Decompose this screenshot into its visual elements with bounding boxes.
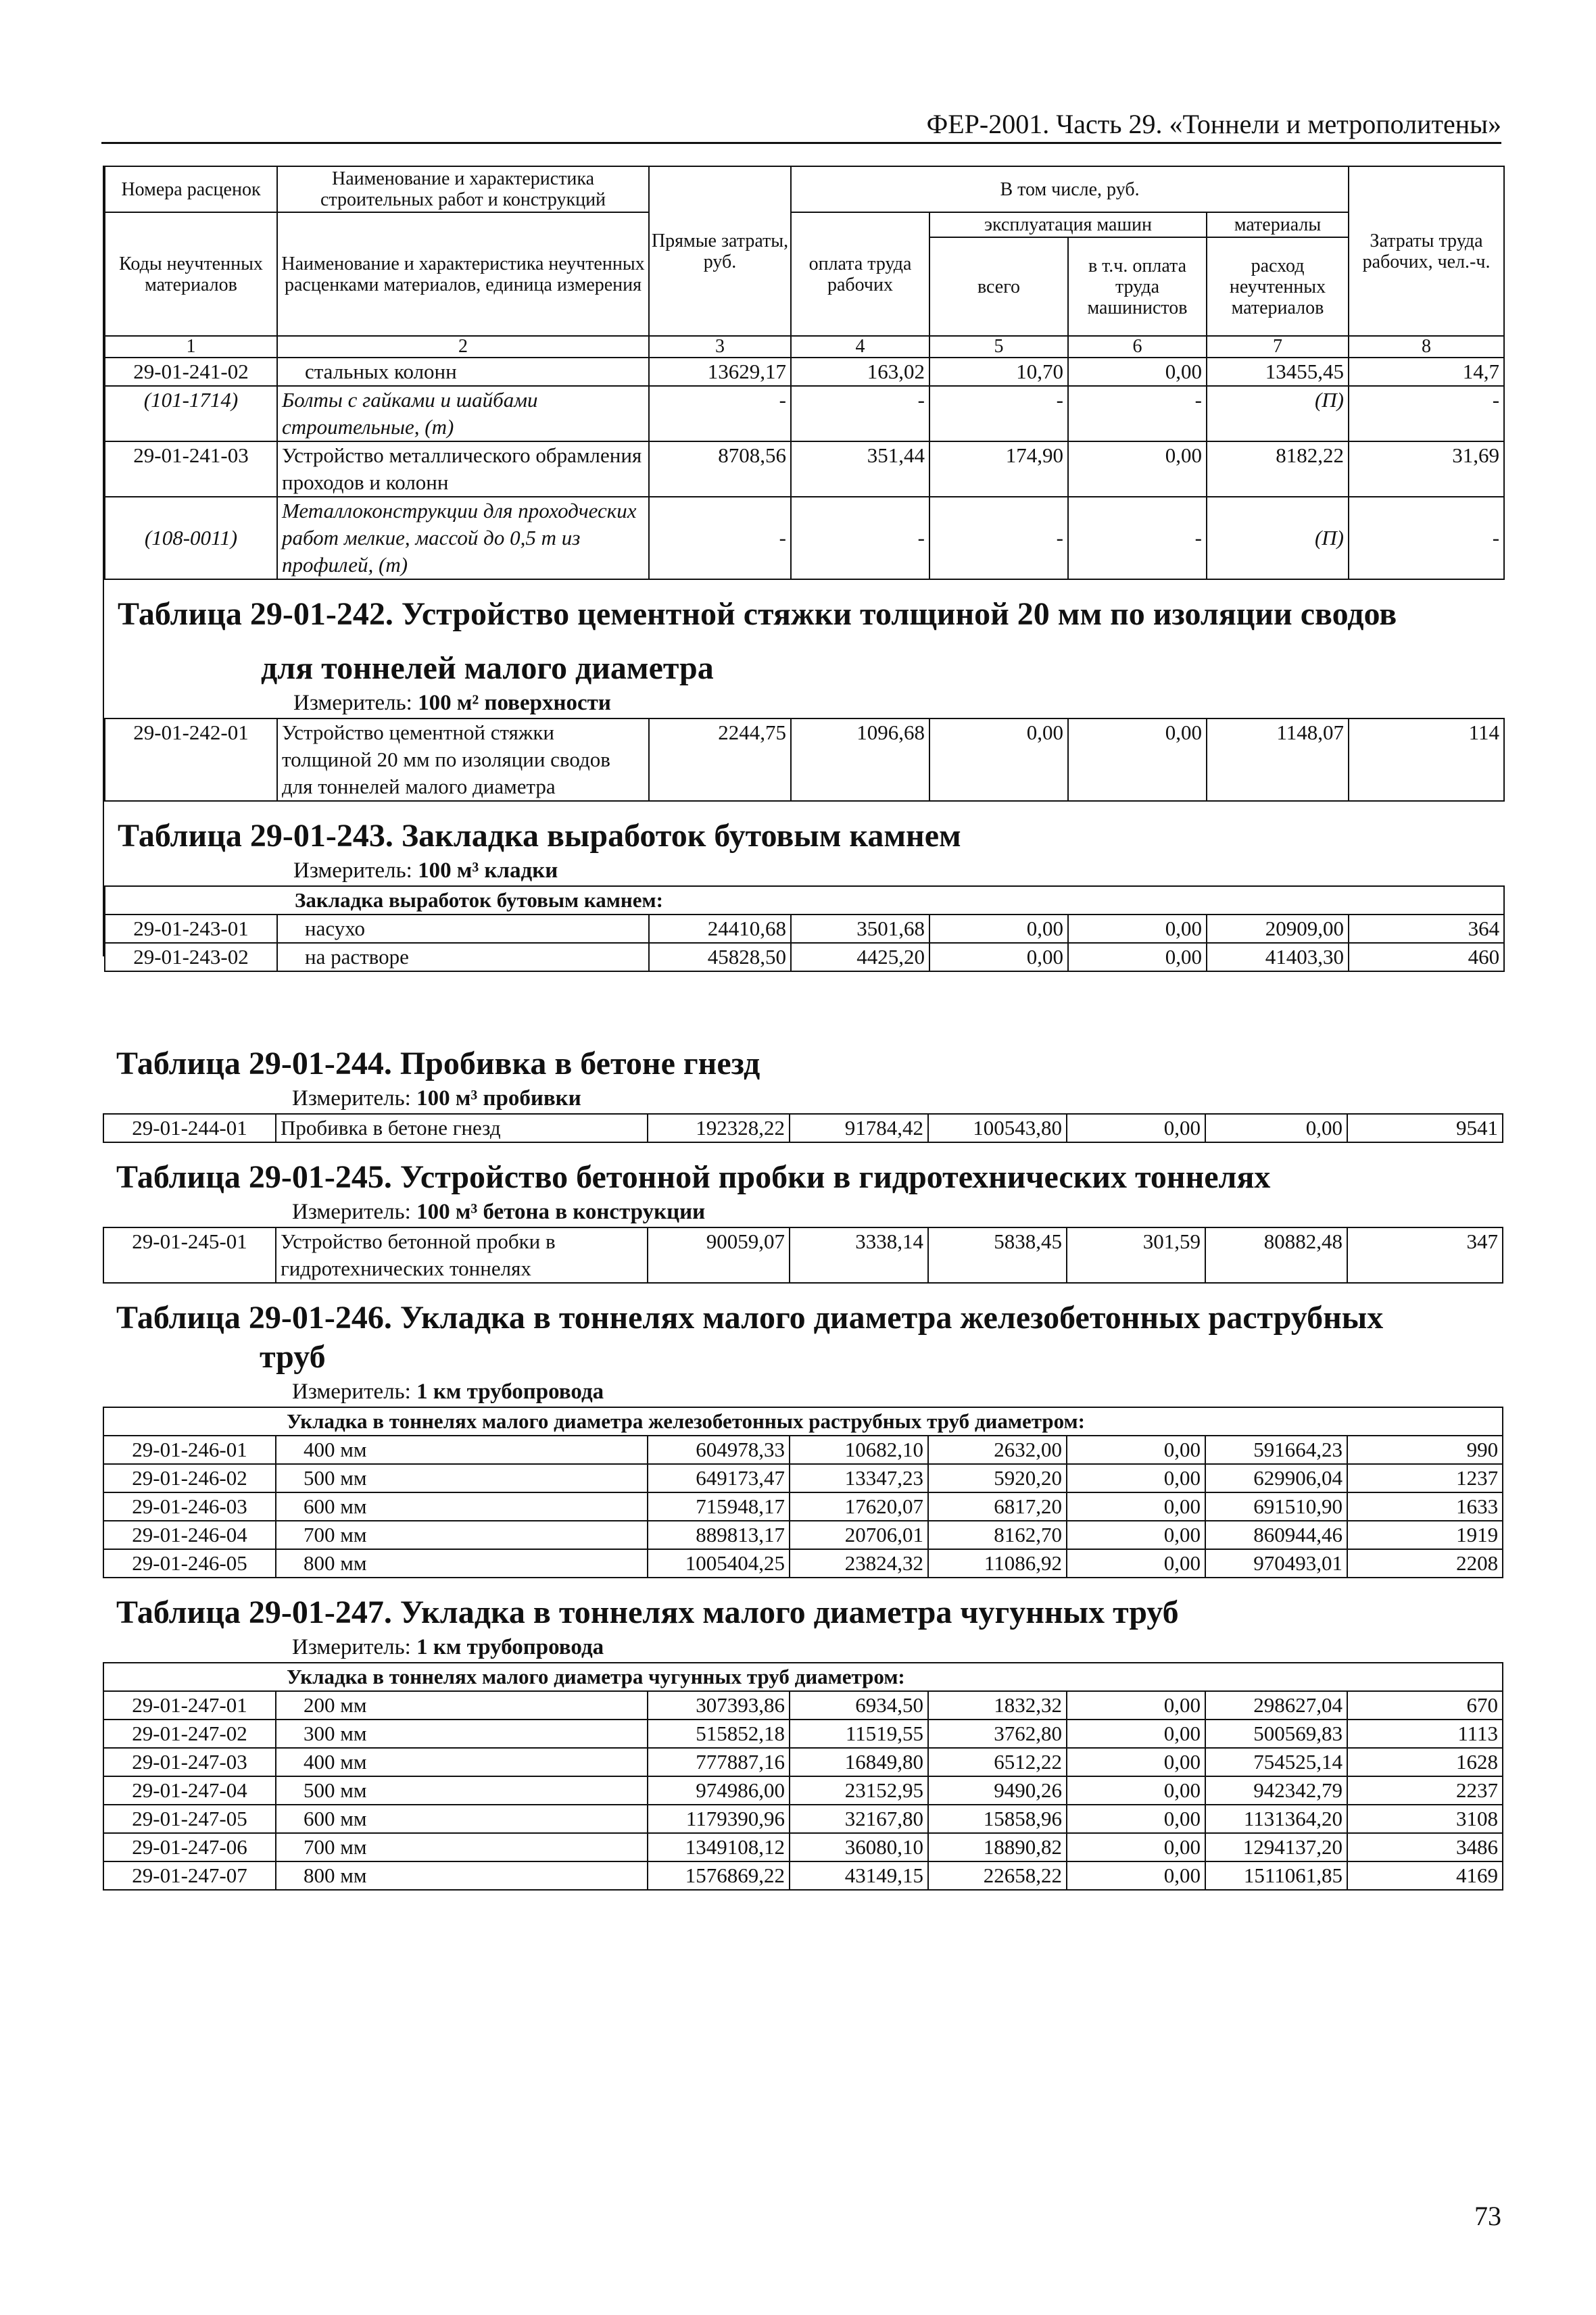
machines-cost: 2632,00 (928, 1436, 1067, 1464)
rate-code: 29-01-241-02 (105, 358, 277, 386)
rate-code: 29-01-247-05 (103, 1805, 276, 1833)
meter-value: 100 м³ бетона в конструкции (416, 1200, 706, 1224)
machinist-cost: 0,00 (1067, 1492, 1205, 1521)
machinist-cost: 0,00 (1067, 1521, 1205, 1549)
main-tables (103, 166, 1503, 969)
direct-cost: 45828,50 (649, 943, 791, 971)
rate-code: 29-01-246-04 (103, 1521, 276, 1549)
labor-cost: 1633 (1347, 1492, 1503, 1521)
labor-cost: 2208 (1347, 1549, 1503, 1578)
materials-cost: 942342,79 (1205, 1776, 1347, 1805)
col-number: 8 (1349, 336, 1504, 358)
machinist-cost: 0,00 (1067, 1776, 1205, 1805)
labor-cost: 1628 (1347, 1748, 1503, 1776)
table-title: Таблица 29-01-245. Устройство бетонной пробки в гидротехнических тоннелях (116, 1159, 1271, 1195)
machinist-cost: 301,59 (1067, 1227, 1205, 1283)
work-name: 300 мм (276, 1720, 648, 1748)
machinist-cost: 0,00 (1068, 718, 1207, 801)
machinist-cost: 0,00 (1068, 441, 1207, 497)
wages-cost: 1096,68 (791, 718, 929, 801)
materials-cost: 298627,04 (1205, 1691, 1347, 1720)
col-number: 7 (1207, 336, 1349, 358)
machinist-cost: 0,00 (1067, 1861, 1205, 1890)
table-row (103, 1691, 1503, 1720)
col-rates-number: Номера расценок (105, 166, 277, 212)
work-name: 700 мм (276, 1833, 648, 1861)
machinist-cost: - (1068, 497, 1207, 579)
work-name: 600 мм (276, 1492, 648, 1521)
work-name: 400 мм (276, 1436, 648, 1464)
machinist-cost: 0,00 (1067, 1748, 1205, 1776)
meter-value: 100 м² поверхности (418, 691, 611, 715)
labor-cost: 460 (1349, 943, 1504, 971)
table-title: Таблица 29-01-242. Устройство цементной стяжки толщиной 20 мм по изоляции сводов (118, 596, 1397, 632)
work-name: Устройство бетонной пробки в гидротехнических тоннелях (276, 1227, 648, 1283)
material-code: (108-0011) (105, 497, 277, 579)
labor-cost: 990 (1347, 1436, 1503, 1464)
table-29-01-247 (103, 1662, 1503, 1891)
col-number: 3 (649, 336, 791, 358)
materials-cost: 970493,01 (1205, 1549, 1347, 1578)
work-name: 500 мм (276, 1776, 648, 1805)
machines-cost: 174,90 (929, 441, 1068, 497)
materials-cost: 691510,90 (1205, 1492, 1347, 1521)
materials-cost: 41403,30 (1207, 943, 1349, 971)
machines-cost: 9490,26 (928, 1776, 1067, 1805)
table-row (103, 1748, 1503, 1776)
direct-cost: - (649, 386, 791, 441)
direct-cost: 889813,17 (648, 1521, 790, 1549)
machines-cost: 100543,80 (928, 1114, 1067, 1142)
material-name: Болты с гайками и шайбами строительные, (т) (277, 386, 649, 441)
machines-cost: 5920,20 (928, 1464, 1067, 1492)
materials-cost: 629906,04 (1205, 1464, 1347, 1492)
machinist-cost: 0,00 (1067, 1691, 1205, 1720)
col-machines-total: всего (929, 237, 1068, 336)
machines-cost: 1832,32 (928, 1691, 1067, 1720)
wages-cost: - (791, 386, 929, 441)
group-label: Укладка в тоннелях малого диаметра чугунных труб диаметром: (103, 1663, 1503, 1691)
wages-cost: 23824,32 (790, 1549, 928, 1578)
table-title-line2: для тоннелей малого диаметра (261, 650, 714, 686)
labor-cost: 4169 (1347, 1861, 1503, 1890)
col-number: 5 (929, 336, 1068, 358)
labor-cost: 9541 (1347, 1114, 1503, 1142)
machinist-cost: 0,00 (1067, 1833, 1205, 1861)
material-name: Металлоконструкции для проходческих работ мелкие, массой до 0,5 т из профилей, (т) (277, 497, 649, 579)
table-row (103, 1833, 1503, 1861)
labor-cost: 3486 (1347, 1833, 1503, 1861)
materials-cost: 20909,00 (1207, 915, 1349, 943)
machinist-cost: - (1068, 386, 1207, 441)
col-number: 4 (791, 336, 929, 358)
running-header: ФЕР-2001. Часть 29. «Тоннели и метрополитены» (926, 109, 1501, 139)
table-title: Таблица 29-01-246. Укладка в тоннелях малого диаметра железобетонных раструбных (116, 1300, 1384, 1336)
table-row (103, 1805, 1503, 1833)
wages-cost: 17620,07 (790, 1492, 928, 1521)
labor-cost: 14,7 (1349, 358, 1504, 386)
table-row (103, 1549, 1503, 1578)
col-number: 6 (1068, 336, 1207, 358)
materials-cost: 1511061,85 (1205, 1861, 1347, 1890)
direct-cost: 1349108,12 (648, 1833, 790, 1861)
direct-cost: - (649, 497, 791, 579)
materials-cost: 1294137,20 (1205, 1833, 1347, 1861)
work-name: Устройство металлического обрамления проходов и колонн (277, 441, 649, 497)
materials-cost: 8182,22 (1207, 441, 1349, 497)
labor-cost: 3108 (1347, 1805, 1503, 1833)
rate-code: 29-01-247-04 (103, 1776, 276, 1805)
materials-cost: 591664,23 (1205, 1436, 1347, 1464)
col-wages: оплата труда рабочих (791, 212, 929, 336)
table-row (103, 1436, 1503, 1464)
direct-cost: 649173,47 (648, 1464, 790, 1492)
meter-value: 100 м³ кладки (418, 858, 558, 883)
work-name: стальных колонн (277, 358, 649, 386)
table-row (103, 1492, 1503, 1521)
machines-cost: - (929, 497, 1068, 579)
machinist-cost: 0,00 (1068, 943, 1207, 971)
work-name: Устройство цементной стяжки толщиной 20 мм по изоляции сводов для тоннелей малого диаметра (277, 718, 649, 801)
table-meter (103, 1632, 1502, 1662)
work-name: на растворе (277, 943, 649, 971)
machines-cost: 6817,20 (928, 1492, 1067, 1521)
machines-cost: 15858,96 (928, 1805, 1067, 1833)
rate-code: 29-01-246-05 (103, 1549, 276, 1578)
wages-cost: 13347,23 (790, 1464, 928, 1492)
col-machines: эксплуатация машин (929, 212, 1207, 237)
wages-cost: 16849,80 (790, 1748, 928, 1776)
machinist-cost: 0,00 (1067, 1436, 1205, 1464)
table-29-01-244 (103, 1113, 1503, 1143)
table-meter (103, 1377, 1502, 1407)
col-material-name: Наименование и характеристика неучтенных расценками материалов, единица измерения (277, 212, 649, 336)
wages-cost: 4425,20 (791, 943, 929, 971)
table-29-01-245 (103, 1227, 1503, 1284)
work-name: 500 мм (276, 1464, 648, 1492)
header-rule (101, 142, 1501, 144)
table-29-01-242 (104, 718, 1505, 802)
direct-cost: 13629,17 (649, 358, 791, 386)
work-name: насухо (277, 915, 649, 943)
meter-label: Измеритель: (292, 1200, 417, 1224)
col-codes: Коды неучтенных материалов (105, 212, 277, 336)
wages-cost: 91784,42 (790, 1114, 928, 1142)
machines-cost: - (929, 386, 1068, 441)
rate-code: 29-01-246-01 (103, 1436, 276, 1464)
table-title: Таблица 29-01-244. Пробивка в бетоне гнезд (116, 1046, 760, 1081)
wages-cost: 163,02 (791, 358, 929, 386)
machines-cost: 3762,80 (928, 1720, 1067, 1748)
rate-code: 29-01-241-03 (105, 441, 277, 497)
work-name: Пробивка в бетоне гнезд (276, 1114, 648, 1142)
machines-cost: 0,00 (929, 915, 1068, 943)
direct-cost: 1179390,96 (648, 1805, 790, 1833)
labor-cost: - (1349, 386, 1504, 441)
materials-cost: 500569,83 (1205, 1720, 1347, 1748)
meter-label: Измеритель: (293, 691, 418, 715)
direct-cost: 604978,33 (648, 1436, 790, 1464)
machinist-cost: 0,00 (1067, 1805, 1205, 1833)
materials-cost: (П) (1207, 497, 1349, 579)
wages-cost: 20706,01 (790, 1521, 928, 1549)
direct-cost: 24410,68 (649, 915, 791, 943)
labor-cost: 1919 (1347, 1521, 1503, 1549)
material-code: (101-1714) (105, 386, 277, 441)
table-meter (103, 1197, 1502, 1227)
meter-label: Измеритель: (293, 858, 418, 883)
table-title: Таблица 29-01-247. Укладка в тоннелях малого диаметра чугунных труб (116, 1594, 1179, 1630)
direct-cost: 515852,18 (648, 1720, 790, 1748)
work-name: 700 мм (276, 1521, 648, 1549)
machines-cost: 10,70 (929, 358, 1068, 386)
table-meter (103, 1083, 1502, 1113)
rate-code: 29-01-247-06 (103, 1833, 276, 1861)
work-name: 800 мм (276, 1861, 648, 1890)
labor-cost: 364 (1349, 915, 1504, 943)
direct-cost: 307393,86 (648, 1691, 790, 1720)
labor-cost: 347 (1347, 1227, 1503, 1283)
rate-code: 29-01-246-02 (103, 1464, 276, 1492)
table-29-01-241 (104, 166, 1505, 580)
table-title-line2: труб (260, 1339, 326, 1375)
table-meter (104, 856, 1503, 885)
table-row (103, 1464, 1503, 1492)
machinist-cost: 0,00 (1067, 1114, 1205, 1142)
machinist-cost: 0,00 (1067, 1464, 1205, 1492)
wages-cost: 351,44 (791, 441, 929, 497)
materials-cost: 860944,46 (1205, 1521, 1347, 1549)
labor-cost: - (1349, 497, 1504, 579)
wages-cost: 43149,15 (790, 1861, 928, 1890)
machines-cost: 22658,22 (928, 1861, 1067, 1890)
direct-cost: 8708,56 (649, 441, 791, 497)
machines-cost: 11086,92 (928, 1549, 1067, 1578)
materials-cost: 80882,48 (1205, 1227, 1347, 1283)
wages-cost: 36080,10 (790, 1833, 928, 1861)
machines-cost: 5838,45 (928, 1227, 1067, 1283)
wages-cost: 23152,95 (790, 1776, 928, 1805)
col-labor: Затраты труда рабочих, чел.-ч. (1349, 166, 1504, 336)
rate-code: 29-01-244-01 (103, 1114, 276, 1142)
col-number: 2 (277, 336, 649, 358)
col-machinist-wages: в т.ч. оплата труда машинистов (1068, 237, 1207, 336)
meter-label: Измеритель: (292, 1635, 417, 1659)
wages-cost: 32167,80 (790, 1805, 928, 1833)
rate-code: 29-01-242-01 (105, 718, 277, 801)
meter-label: Измеритель: (292, 1086, 417, 1111)
meter-value: 1 км трубопровода (416, 1635, 604, 1659)
rate-code: 29-01-243-01 (105, 915, 277, 943)
materials-cost: 1131364,20 (1205, 1805, 1347, 1833)
meter-value: 100 м³ пробивки (416, 1086, 581, 1111)
machinist-cost: 0,00 (1068, 915, 1207, 943)
work-name: 200 мм (276, 1691, 648, 1720)
labor-cost: 114 (1349, 718, 1504, 801)
machines-cost: 18890,82 (928, 1833, 1067, 1861)
wages-cost: - (791, 497, 929, 579)
table-title: Таблица 29-01-243. Закладка выработок бутовым камнем (118, 818, 961, 854)
wages-cost: 6934,50 (790, 1691, 928, 1720)
page-number: 73 (1474, 2201, 1501, 2231)
direct-cost: 715948,17 (648, 1492, 790, 1521)
labor-cost: 1237 (1347, 1464, 1503, 1492)
work-name: 400 мм (276, 1748, 648, 1776)
materials-cost: 754525,14 (1205, 1748, 1347, 1776)
table-row (103, 1720, 1503, 1748)
machinist-cost: 0,00 (1068, 358, 1207, 386)
direct-cost: 974986,00 (648, 1776, 790, 1805)
materials-cost: 0,00 (1205, 1114, 1347, 1142)
lower-tables (103, 1044, 1502, 1891)
wages-cost: 11519,55 (790, 1720, 928, 1748)
rate-code: 29-01-247-01 (103, 1691, 276, 1720)
rate-code: 29-01-245-01 (103, 1227, 276, 1283)
table-meter (104, 688, 1503, 718)
meter-label: Измеритель: (292, 1380, 417, 1404)
labor-cost: 2237 (1347, 1776, 1503, 1805)
labor-cost: 31,69 (1349, 441, 1504, 497)
table-row (103, 1861, 1503, 1890)
wages-cost: 10682,10 (790, 1436, 928, 1464)
col-materials: материалы (1207, 212, 1349, 237)
direct-cost: 1005404,25 (648, 1549, 790, 1578)
direct-cost: 1576869,22 (648, 1861, 790, 1890)
machines-cost: 0,00 (929, 943, 1068, 971)
table-29-01-246 (103, 1407, 1503, 1578)
col-direct-costs: Прямые затраты, руб. (649, 166, 791, 336)
work-name: 600 мм (276, 1805, 648, 1833)
col-work-name: Наименование и характеристика строительных работ и конструкций (277, 166, 649, 212)
machines-cost: 0,00 (929, 718, 1068, 801)
rate-code: 29-01-243-02 (105, 943, 277, 971)
table-row (103, 1776, 1503, 1805)
wages-cost: 3501,68 (791, 915, 929, 943)
group-label: Закладка выработок бутовым камнем: (105, 886, 1504, 915)
direct-cost: 192328,22 (648, 1114, 790, 1142)
machines-cost: 8162,70 (928, 1521, 1067, 1549)
rate-code: 29-01-246-03 (103, 1492, 276, 1521)
direct-cost: 2244,75 (649, 718, 791, 801)
materials-cost: 1148,07 (1207, 718, 1349, 801)
direct-cost: 90059,07 (648, 1227, 790, 1283)
rate-code: 29-01-247-02 (103, 1720, 276, 1748)
labor-cost: 670 (1347, 1691, 1503, 1720)
table-29-01-243 (104, 885, 1505, 972)
direct-cost: 777887,16 (648, 1748, 790, 1776)
machines-cost: 6512,22 (928, 1748, 1067, 1776)
work-name: 800 мм (276, 1549, 648, 1578)
meter-value: 1 км трубопровода (416, 1380, 604, 1404)
machinist-cost: 0,00 (1067, 1720, 1205, 1748)
rate-code: 29-01-247-07 (103, 1861, 276, 1890)
table-row (103, 1521, 1503, 1549)
col-materials-consumption: расход неучтенных материалов (1207, 237, 1349, 336)
group-label: Укладка в тоннелях малого диаметра железобетонных раструбных труб диаметром: (103, 1407, 1503, 1436)
rate-code: 29-01-247-03 (103, 1748, 276, 1776)
materials-cost: 13455,45 (1207, 358, 1349, 386)
machinist-cost: 0,00 (1067, 1549, 1205, 1578)
materials-cost: (П) (1207, 386, 1349, 441)
col-including: В том числе, руб. (791, 166, 1349, 212)
col-number: 1 (105, 336, 277, 358)
labor-cost: 1113 (1347, 1720, 1503, 1748)
wages-cost: 3338,14 (790, 1227, 928, 1283)
